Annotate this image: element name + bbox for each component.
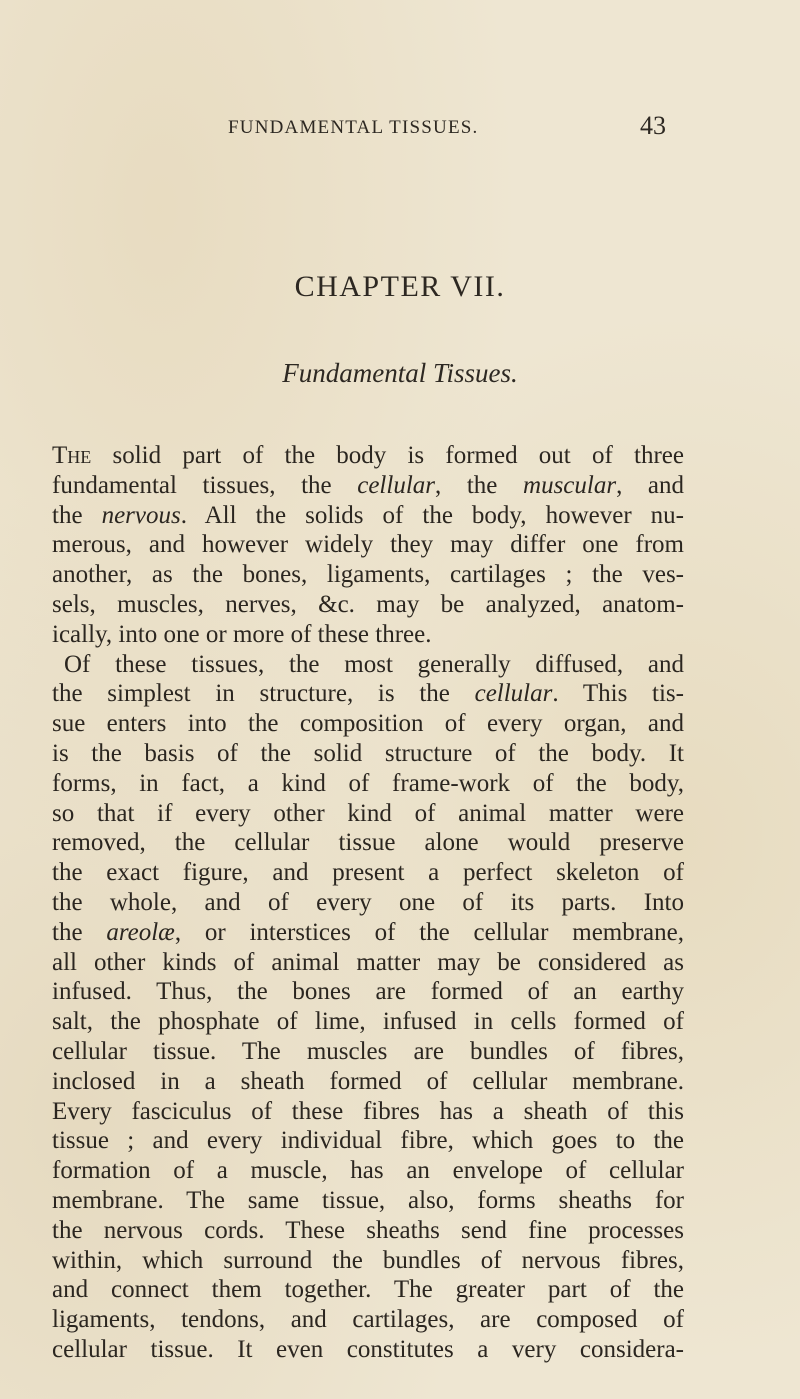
text-line: formation of a muscle, has an envelope of cellular	[52, 1157, 684, 1185]
text-line: ically, into one or more of these three.	[52, 620, 432, 648]
chapter-subtitle: Fundamental Tissues.	[282, 358, 518, 388]
italic-term: muscular	[523, 471, 617, 499]
page-number: 43	[640, 111, 666, 140]
text-line: sels, muscles, nerves, &c. may be analyzed, anatom-	[52, 590, 684, 618]
italic-term: areolæ	[106, 918, 175, 946]
text-line: infused. Thus, the bones are formed of an earthy	[52, 978, 684, 1006]
text-line: Of these tissues, the most generally diffused, and	[64, 650, 684, 678]
text-line: within, which surround the bundles of nervous fibres,	[52, 1246, 684, 1274]
text-line: the exact figure, and present a perfect skeleton of	[52, 859, 684, 887]
chapter-title: CHAPTER VII.	[294, 270, 506, 303]
italic-term: cellular	[474, 680, 553, 708]
text-line: the areolæ, or interstices of the cellular membrane,	[52, 918, 684, 946]
italic-term: nervous	[101, 501, 181, 529]
text-line: The solid part of the body is formed out of three	[52, 442, 684, 469]
text-line: cellular tissue. The muscles are bundles of fibres,	[52, 1037, 684, 1065]
text-line: ligaments, tendons, and cartilages, are composed of	[52, 1306, 684, 1334]
text-line: sue enters into the composition of every organ, and	[52, 710, 684, 738]
text-line: another, as the bones, ligaments, cartilages ; the ves-	[52, 561, 684, 589]
running-title: FUNDAMENTAL TISSUES.	[228, 117, 479, 138]
text-line: so that if every other kind of animal matter were	[52, 799, 684, 827]
text-line: inclosed in a sheath formed of cellular membrane.	[52, 1067, 684, 1095]
body-text	[52, 441, 684, 1365]
text-line: forms, in fact, a kind of frame-work of the body,	[52, 769, 684, 797]
text-line: Every fasciculus of these fibres has a sheath of this	[52, 1097, 684, 1125]
italic-term: cellular	[357, 471, 435, 499]
text-line: fundamental tissues, the cellular, the muscular, and	[52, 471, 685, 499]
text-line: merous, and however widely they may differ one from	[52, 531, 684, 559]
running-head	[0, 113, 800, 143]
text-line: the nervous. All the solids of the body, however nu-	[52, 501, 684, 529]
text-line: is the basis of the solid structure of the body. It	[52, 739, 684, 767]
text-line: salt, the phosphate of lime, infused in cells formed of	[52, 1008, 684, 1036]
text-line: tissue ; and every individual fibre, which goes to the	[52, 1127, 684, 1155]
drop-word: The	[52, 442, 92, 469]
text-line: membrane. The same tissue, also, forms sheaths for	[52, 1186, 684, 1214]
text-line: and connect them together. The greater part of the	[52, 1276, 684, 1304]
text-line: the simplest in structure, is the cellular. This tis-	[52, 680, 684, 708]
text-line: cellular tissue. It even constitutes a very considera-	[52, 1335, 684, 1363]
text-line: removed, the cellular tissue alone would preserve	[52, 829, 684, 857]
text-line: all other kinds of animal matter may be considered as	[52, 948, 684, 976]
text-line: the whole, and of every one of its parts. Into	[52, 888, 684, 916]
text-line: the nervous cords. These sheaths send fine processes	[52, 1216, 684, 1244]
